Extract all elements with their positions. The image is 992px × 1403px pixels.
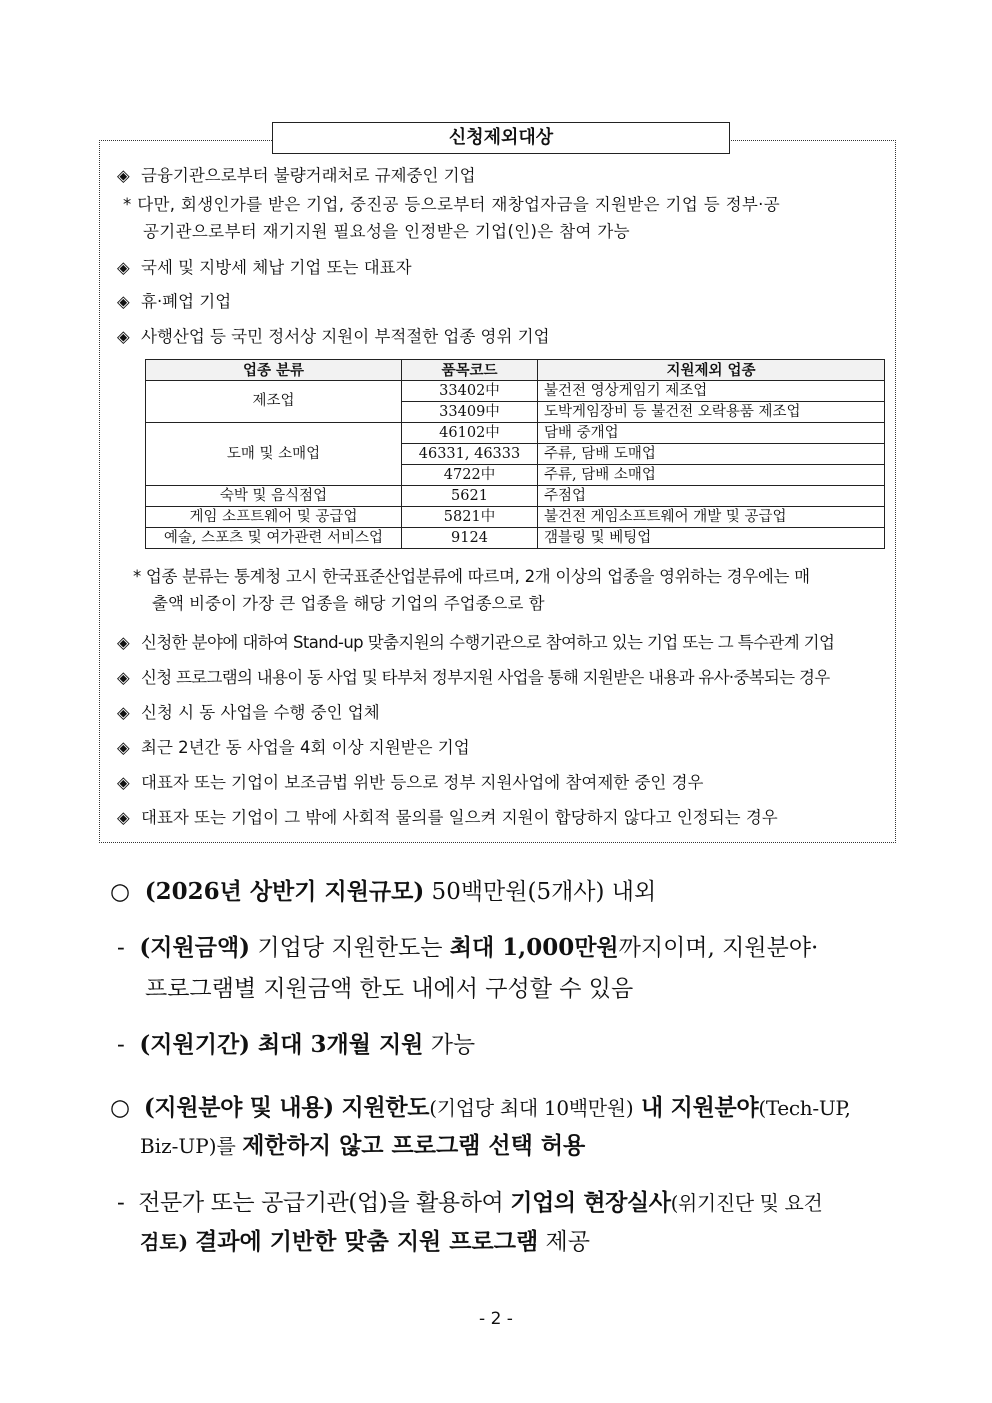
program-provision: - 전문가 또는 공급기관(업)을 활용하여 기업의 현장실사(위기진단 및 요건 (117, 1189, 823, 1216)
list-item: ◈ 대표자 또는 기업이 보조금법 위반 등으로 정부 지원사업에 참여제한 중인 경우 (117, 773, 704, 792)
table-row: 4722中 주류, 담배 소매업 (146, 465, 885, 486)
page-number: - 2 - (479, 1309, 513, 1329)
list-item: ◈ 국세 및 지방세 체납 기업 또는 대표자 (117, 258, 412, 277)
list-item: ◈ 대표자 또는 기업이 그 밖에 사회적 물의를 일으켜 지원이 합당하지 않다고 인정되는 경우 (117, 808, 778, 827)
diamond-icon: ◈ (117, 327, 130, 346)
diamond-icon: ◈ (117, 738, 130, 757)
excluded-industry-table (145, 359, 885, 549)
dash-icon: - (117, 1190, 125, 1216)
table-row: 숙박 및 음식점업 5621 주점업 (146, 486, 885, 507)
table-row: 46331, 46333 주류, 담배 도매업 (146, 444, 885, 465)
group-cell: 제조업 (146, 381, 402, 423)
circle-icon: ○ (110, 1095, 130, 1121)
col-header: 품목코드 (402, 360, 538, 381)
list-item: ◈ 신청 시 동 사업을 수행 중인 업체 (117, 703, 380, 722)
table-row: 게임 소프트웨어 및 공급업 5821中 불건전 게임소프트웨어 개발 및 공급업 (146, 507, 885, 528)
dash-icon: - (117, 935, 125, 961)
list-item: ◈ 사행산업 등 국민 정서상 지원이 부적절한 업종 영위 기업 (117, 327, 550, 346)
col-header: 업종 분류 (146, 360, 402, 381)
table-row: 예술, 스포츠 및 여가관련 서비스업 9124 갬블링 및 베팅업 (146, 528, 885, 549)
support-amount-cont: 프로그램별 지원금액 한도 내에서 구성할 수 있음 (145, 976, 634, 1002)
program-provision-cont: 검토) 결과에 기반한 맞춤 지원 프로그램 제공 (140, 1228, 590, 1255)
list-item: ◈ 신청 프로그램의 내용이 동 사업 및 타부처 정부지원 사업을 통해 지원받은 내용과 유사·중복되는 경우 (117, 668, 830, 687)
circle-icon: ○ (110, 879, 131, 905)
diamond-icon: ◈ (117, 292, 130, 311)
list-item: ◈ 금융기관으로부터 불량거래처로 규제중인 기업 (117, 166, 476, 185)
support-field-cont: Biz-UP)를 제한하지 않고 프로그램 선택 허용 (140, 1132, 586, 1159)
diamond-icon: ◈ (117, 703, 130, 722)
diamond-icon: ◈ (117, 808, 130, 827)
note: 공기관으로부터 재기지원 필요성을 인정받은 기업(인)은 참여 가능 (143, 222, 630, 241)
note: * 업종 분류는 통계청 고시 한국표준산업분류에 따르며, 2개 이상의 업종을 영위하는 경우에는 매 (133, 567, 810, 586)
note: 출액 비중이 가장 큰 업종을 해당 기업의 주업종으로 함 (152, 594, 545, 613)
col-header: 지원제외 업종 (538, 360, 885, 381)
diamond-icon: ◈ (117, 633, 130, 652)
support-scale: ○ (2026년 상반기 지원규모) 50백만원(5개사) 내외 (110, 878, 657, 905)
support-period: - (지원기간) 최대 3개월 지원 가능 (117, 1031, 476, 1058)
list-item: ◈ 최근 2년간 동 사업을 4회 이상 지원받은 기업 (117, 738, 470, 757)
table-row: 도매 및 소매업 46102中 담배 중개업 (146, 423, 885, 444)
note: * 다만, 회생인가를 받은 기업, 중진공 등으로부터 재창업자금을 지원받은 기업 등 정부·공 (123, 195, 781, 214)
support-field: ○ (지원분야 및 내용) 지원한도(기업당 최대 10백만원) 내 지원분야(Tech-UP, (110, 1094, 851, 1121)
diamond-icon: ◈ (117, 258, 130, 277)
diamond-icon: ◈ (117, 773, 130, 792)
table-header (146, 360, 885, 381)
dash-icon: - (117, 1032, 125, 1058)
table-row: 33409中 도박게임장비 등 불건전 오락용품 제조업 (146, 402, 885, 423)
diamond-icon: ◈ (117, 166, 130, 185)
diamond-icon: ◈ (117, 668, 129, 687)
support-amount: - (지원금액) 기업당 지원한도는 최대 1,000만원까지이며, 지원분야· (117, 934, 819, 961)
group-cell: 도매 및 소매업 (146, 423, 402, 486)
list-item: ◈ 휴·폐업 기업 (117, 292, 232, 311)
table-row: 제조업 33402中 불건전 영상게임기 제조업 (146, 381, 885, 402)
box-title: 신청제외대상 (272, 122, 730, 154)
list-item: ◈ 신청한 분야에 대하여 Stand-up 맞춤지원의 수행기관으로 참여하고 있는 기업 또는 그 특수관계 기업 (117, 633, 835, 652)
